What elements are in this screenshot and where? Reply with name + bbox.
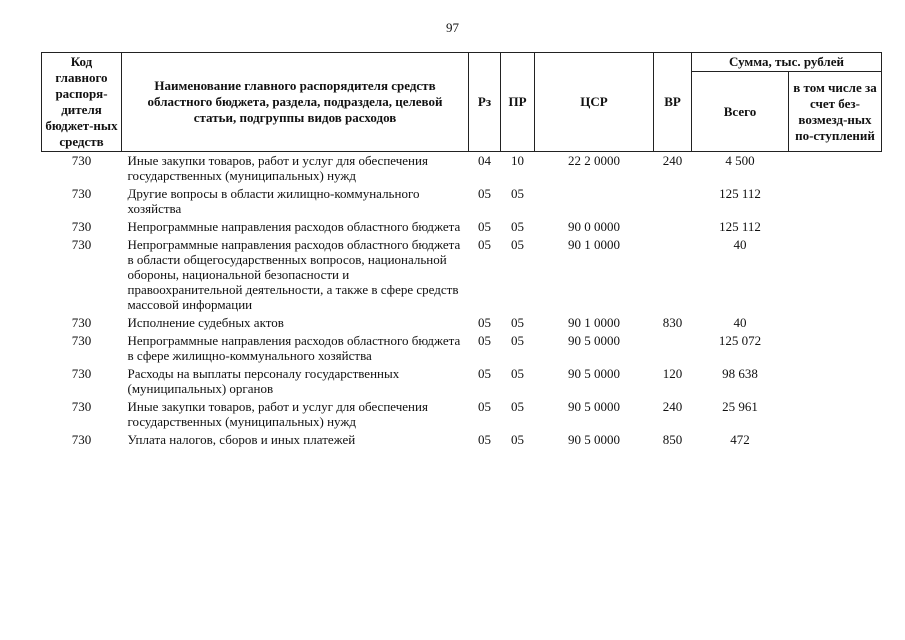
table-row [42,236,882,314]
cell-vr [654,332,692,365]
cell-code: 730 [71,153,92,168]
cell-pr: 05 [511,186,524,201]
cell-code: 730 [71,366,92,381]
cell-gratuitous [789,398,882,431]
cell-gratuitous [789,218,882,236]
table-row [42,398,882,431]
cell-vr [654,185,692,218]
cell-gratuitous [789,152,882,186]
cell-rz: 04 [478,153,491,168]
cell-vr: 120 [662,366,683,381]
cell-total: 40 [733,237,747,252]
cell-total: 98 638 [722,366,758,381]
cell-csr: 22 2 0000 [568,153,620,168]
table-body [42,152,882,450]
cell-csr: 90 5 0000 [568,366,620,381]
cell-code: 730 [71,432,92,447]
header-vr: ВР [654,53,692,152]
cell-gratuitous [789,332,882,365]
table-row [42,314,882,332]
cell-name: Уплата налогов, сборов и иных платежей [127,432,356,447]
cell-name: Непрограммные направления расходов областного бюджета [127,219,461,234]
header-total: Всего [692,72,789,152]
header-name: Наименование главного распорядителя средств областного бюджета, раздела, подраздела, целевой статьи, подгруппы видов расходов [122,53,469,152]
budget-table [41,52,882,449]
table-row [42,152,882,186]
cell-pr: 05 [511,219,524,234]
page-number: 97 [446,20,459,35]
cell-vr: 240 [662,399,683,414]
cell-vr: 830 [662,315,683,330]
cell-gratuitous [789,365,882,398]
cell-gratuitous [789,236,882,314]
cell-gratuitous [789,431,882,449]
table-row [42,218,882,236]
cell-rz: 05 [478,432,491,447]
header-code: Код главного распоря-дителя бюджет-ных средств [42,53,122,152]
cell-pr: 05 [511,237,524,252]
cell-total: 40 [733,315,747,330]
cell-vr: 240 [662,153,683,168]
cell-code: 730 [71,237,92,252]
header-gratuitous: в том числе за счет без-возмезд-ных по-ступлений [789,72,882,152]
cell-rz: 05 [478,219,491,234]
table-row [42,332,882,365]
cell-pr: 05 [511,366,524,381]
cell-name: Исполнение судебных актов [127,315,284,330]
table-row [42,185,882,218]
header-pr: ПР [501,53,535,152]
cell-gratuitous [789,185,882,218]
header-csr: ЦСР [535,53,654,152]
cell-total: 25 961 [722,399,758,414]
cell-gratuitous [789,314,882,332]
cell-code: 730 [71,315,92,330]
cell-pr: 05 [511,333,524,348]
cell-rz: 05 [478,399,491,414]
cell-vr [654,218,692,236]
cell-code: 730 [71,219,92,234]
cell-csr [535,185,654,218]
table-header [42,53,882,152]
cell-name: Иные закупки товаров, работ и услуг для обеспечения государственных (муниципальных) нужд [127,399,428,429]
cell-name: Другие вопросы в области жилищно-коммунального хозяйства [127,186,420,216]
cell-rz: 05 [478,237,491,252]
cell-name: Иные закупки товаров, работ и услуг для обеспечения государственных (муниципальных) нужд [127,153,428,183]
cell-pr: 05 [511,315,524,330]
cell-total: 125 072 [718,333,762,348]
cell-pr: 10 [511,153,524,168]
cell-code: 730 [71,333,92,348]
cell-code: 730 [71,186,92,201]
cell-total: 125 112 [719,219,761,234]
cell-pr: 05 [511,399,524,414]
cell-rz: 05 [478,366,491,381]
cell-total: 4 500 [725,153,755,168]
cell-code: 730 [71,399,92,414]
cell-vr: 850 [662,432,683,447]
cell-csr: 90 1 0000 [568,315,620,330]
header-sum-group: Сумма, тыс. рублей [692,53,882,72]
cell-csr: 90 5 0000 [568,333,620,348]
cell-csr: 90 5 0000 [568,399,620,414]
table-row [42,431,882,449]
cell-csr: 90 1 0000 [568,237,620,252]
cell-total: 125 112 [719,186,761,201]
cell-vr [654,236,692,314]
cell-rz: 05 [478,315,491,330]
header-rz: Рз [469,53,501,152]
cell-name: Расходы на выплаты персоналу государственных (муниципальных) органов [127,366,400,396]
cell-rz: 05 [478,333,491,348]
cell-name: Непрограммные направления расходов областного бюджета в сфере жилищно-коммунального хозяйства [127,333,461,363]
cell-csr: 90 5 0000 [568,432,620,447]
cell-total: 472 [730,432,750,447]
cell-pr: 05 [511,432,524,447]
cell-csr: 90 0 0000 [568,219,620,234]
cell-name: Непрограммные направления расходов областного бюджета в области общегосударственных вопросов, национальной обороны, национальной безопасности и правоохранительной деятельности, а также в сфере средств массовой информации [127,237,461,312]
cell-rz: 05 [478,186,491,201]
table-row [42,365,882,398]
